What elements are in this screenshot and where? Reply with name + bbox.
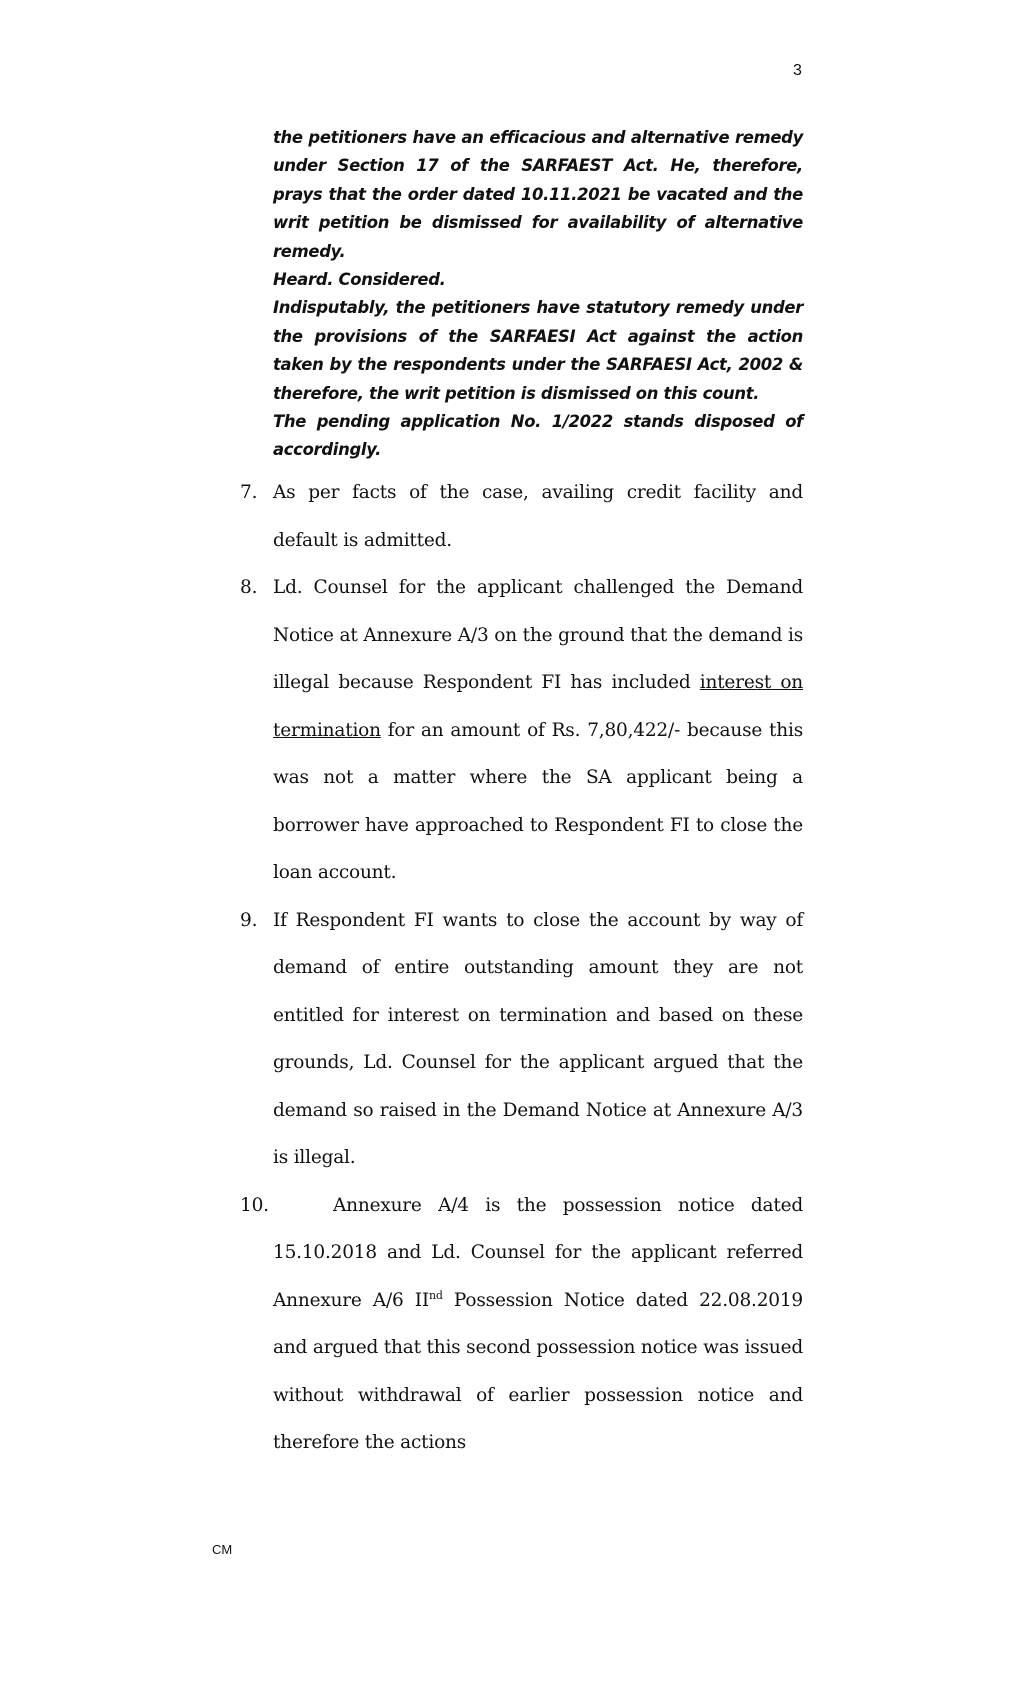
paragraph-text-end: for an amount of Rs. 7,80,422/- because this was not a matter where the SA applicant being a borrower have approached to Respondent FI to close the loan account. <box>273 719 803 883</box>
paragraph-number: 10. <box>240 1194 269 1216</box>
paragraph-number: 8. <box>240 577 258 598</box>
paragraph-text: As per facts of the case, availing credit facility and default is admitted. <box>273 482 803 551</box>
paragraph-text: If Respondent FI wants to close the account by way of demand of entire outstanding amount they are not entitled for interest on termination and based on these grounds, Ld. Counsel for the applicant argued that the demand so raised in the Demand Notice at Annexure A/3 is illegal. <box>273 909 803 1168</box>
paragraph-text <box>273 1182 803 1467</box>
quote-paragraph-3: Indisputably, the petitioners have statutory remedy under the provisions of the SARFAESI Act against the action taken by the respondents under the SARFAESI Act, 2002 & therefore, the writ petition is dismissed on this count. <box>273 298 803 403</box>
paragraph-9 <box>240 897 803 1182</box>
paragraph-text-end: Possession Notice dated 22.08.2019 and argued that this second possession notice was issued without withdrawal of earlier possession notice and therefore the actions <box>273 1289 803 1453</box>
paragraph-number: 9. <box>240 909 258 931</box>
quote-paragraph-4: The pending application No. 1/2022 stands disposed of accordingly. <box>273 412 803 460</box>
underlined-phrase: interest on termination <box>273 672 804 741</box>
page-number: 3 <box>793 62 802 79</box>
quote-paragraph-1: the petitioners have an efficacious and alternative remedy under Section 17 of the SARFAEST Act. He, therefore, prays that the order dated 10.11.2021 be vacated and the writ petition be dismissed for availability of alternative remedy. <box>273 128 803 261</box>
paragraph-text-start: Annexure A/4 is the possession notice dated 15.10.2018 and Ld. Counsel for the applicant referred Annexure A/6 II <box>273 1194 803 1311</box>
ordinal-suffix: nd <box>429 1288 443 1302</box>
paragraph-8 <box>240 564 803 897</box>
footer-initials: CM <box>212 1542 233 1557</box>
paragraph-10 <box>240 1182 803 1467</box>
quoted-order <box>273 124 803 465</box>
paragraph-text <box>273 564 803 897</box>
paragraph-7 <box>240 469 803 564</box>
numbered-paragraphs <box>240 469 803 1467</box>
quote-paragraph-2: Heard. Considered. <box>273 270 446 290</box>
paragraph-text-start: Ld. Counsel for the applicant challenged the Demand Notice at Annexure A/3 on the ground that the demand is illegal because Respondent FI has included <box>273 577 803 693</box>
paragraph-number: 7. <box>240 482 258 503</box>
